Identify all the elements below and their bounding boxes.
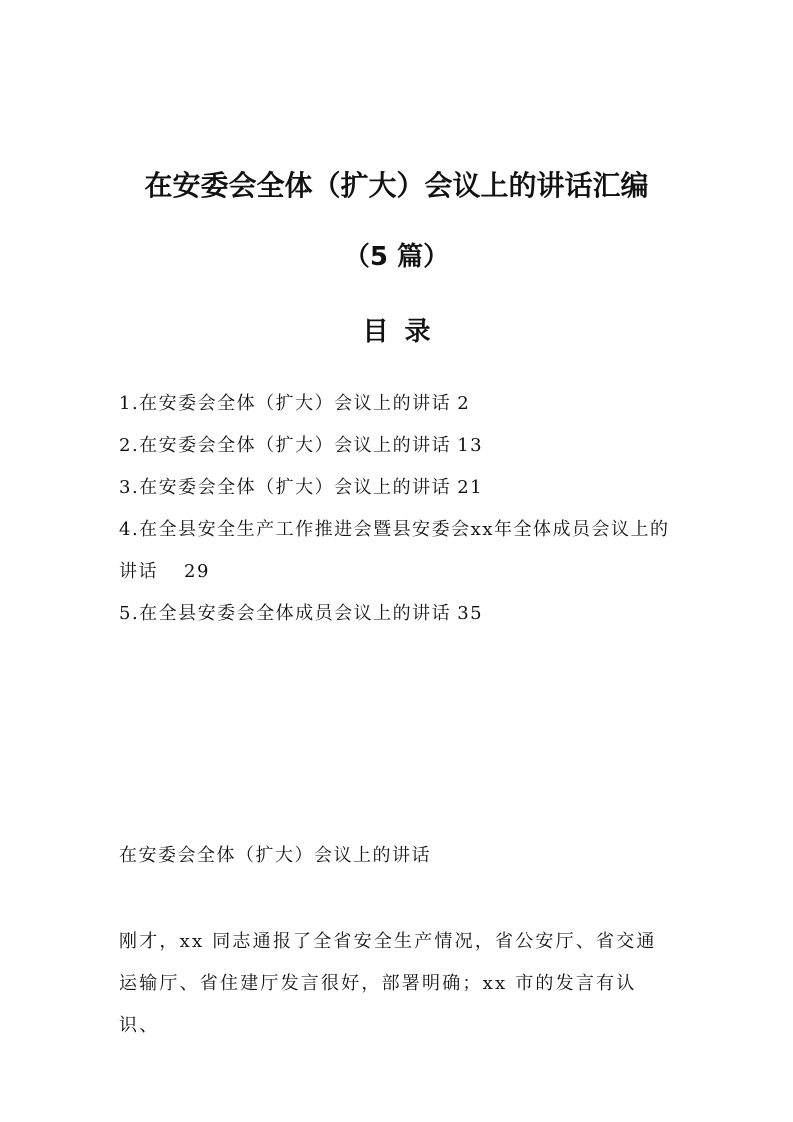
toc-item-page: 2 <box>457 393 471 414</box>
body-paragraph: 刚才，xx 同志通报了全省安全生产情况，省公安厅、省交通运输厅、省住建厅发言很好，部署明确；xx 市的发言有认识、 <box>119 931 657 1036</box>
toc-item-page: 35 <box>457 603 484 624</box>
toc-item[interactable] <box>119 467 679 509</box>
toc-item-label: 4.在全县安全生产工作推进会暨县安委会xx年全体成员会议上的讲话 <box>119 519 670 582</box>
toc-item[interactable] <box>119 509 679 593</box>
toc-item[interactable] <box>119 383 679 425</box>
section-heading: 在安委会全体（扩大）会议上的讲话 <box>119 845 431 866</box>
toc-item-label: 3.在安委会全体（扩大）会议上的讲话 <box>119 477 452 498</box>
toc-heading: 目录 <box>362 317 447 347</box>
toc-item-label: 2.在安委会全体（扩大）会议上的讲话 <box>119 435 452 456</box>
table-of-contents <box>119 383 679 635</box>
toc-item-label: 5.在全县安委会全体成员会议上的讲话 <box>119 603 452 624</box>
toc-item-page: 13 <box>457 435 484 456</box>
toc-item-label: 1.在安委会全体（扩大）会议上的讲话 <box>119 393 452 414</box>
toc-item[interactable] <box>119 593 679 635</box>
toc-item-page: 21 <box>457 477 484 498</box>
document-subtitle: （5 篇） <box>343 242 450 272</box>
toc-item-page: 29 <box>184 561 210 582</box>
toc-item[interactable] <box>119 425 679 467</box>
document-title: 在安委会全体（扩大）会议上的讲话汇编 <box>144 169 649 202</box>
